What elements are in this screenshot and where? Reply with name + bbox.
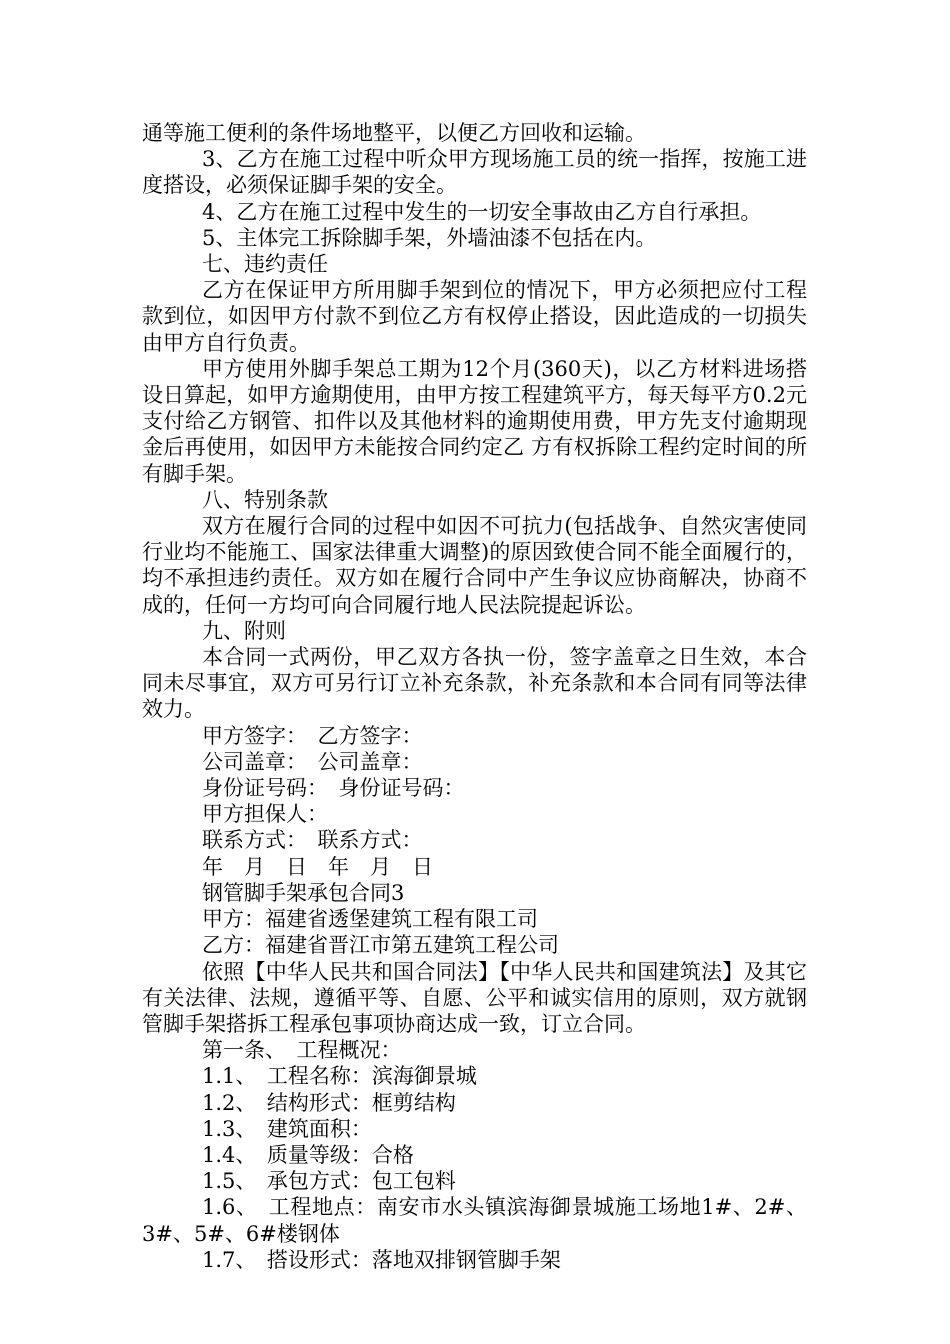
item-1-6: 1.6、 工程地点：南安市水头镇滨海御景城施工场地1#、2#、3#、5#、6#楼钢体 (142, 1195, 807, 1246)
document-page (142, 120, 807, 1273)
signature-line: 甲方签字： 乙方签字： (202, 723, 423, 748)
date-line: 年 月 日 年 月 日 (202, 854, 433, 879)
guarantor-line: 甲方担保人： (202, 802, 328, 827)
paragraph-6: 乙方在保证甲方所用脚手架到位的情况下，甲方必须把应付工程款到位，如因甲方付款不到位乙方有权停止搭设，因此造成的一切损失由甲方自行负责。 (142, 278, 807, 355)
preamble: 依照【中华人民共和国合同法】【中华人民共和国建筑法】及其它有关法律、法规，遵循平等、自愿、公平和诚实信用的原则，双方就钢管脚手架搭拆工程承包事项协商达成一致，订立合同。 (142, 959, 807, 1036)
paragraph-11: 本合同一式两份，甲乙双方各执一份，签字盖章之日生效，本合同未尽事宜，双方可另行订立补充条款，补充条款和本合同有同等法律效力。 (142, 645, 807, 722)
item-1-7: 1.7、 搭设形式：落地双排钢管脚手架 (202, 1247, 561, 1272)
paragraph-4: 5、主体完工拆除脚手架，外墙油漆不包括在内。 (202, 225, 657, 250)
item-1-3: 1.3、 建筑面积： (202, 1116, 372, 1141)
item-1-2: 1.2、 结构形式：框剪结构 (202, 1090, 456, 1115)
article-1-heading: 第一条、 工程概况： (202, 1038, 402, 1063)
paragraph-1: 通等施工便利的条件场地整平，以便乙方回收和运输。 (142, 121, 646, 145)
paragraph-9: 双方在履行合同的过程中如因不可抗力(包括战争、自然灾害使同行业均不能施工、国家法律重大调整)的原因致使合同不能全面履行的，均不承担违约责任。双方如在履行合同中产生争议应协商解决，协商不成的，任何一方均可向合同履行地人民法院提起诉讼。 (142, 514, 807, 617)
item-1-1: 1.1、 工程名称：滨海御景城 (202, 1064, 477, 1089)
item-1-4: 1.4、 质量等级：合格 (202, 1142, 414, 1167)
item-1-5: 1.5、 承包方式：包工包料 (202, 1169, 456, 1194)
id-number-line: 身份证号码： 身份证号码： (202, 776, 465, 801)
section-heading-8: 八、特别条款 (202, 487, 328, 512)
party-b: 乙方：福建省晋江市第五建筑工程公司 (202, 933, 559, 958)
contract-title: 钢管脚手架承包合同3 (202, 880, 405, 905)
paragraph-7: 甲方使用外脚手架总工期为12个月(360天)，以乙方材料进场搭设日算起，如甲方逾期使用，由甲方按工程建筑平方，每天每平方0.2元支付给乙方钢管、扣件以及其他材料的逾期使用费，甲方先支付逾期现金后再使用，如因甲方未能按合同约定乙 方有权拆除工程约定时间的所有脚手架。 (142, 356, 807, 486)
paragraph-3: 4、乙方在施工过程中发生的一切安全事故由乙方自行承担。 (202, 199, 762, 224)
party-a: 甲方：福建省透堡建筑工程有限工司 (202, 907, 538, 932)
section-heading-9: 九、附则 (202, 618, 286, 643)
contact-line: 联系方式： 联系方式： (202, 828, 423, 853)
paragraph-2: 3、乙方在施工过程中听众甲方现场施工员的统一指挥，按施工进度搭设，必须保证脚手架的安全。 (142, 147, 807, 198)
section-heading-7: 七、违约责任 (202, 252, 328, 277)
seal-line: 公司盖章： 公司盖章： (202, 749, 423, 774)
